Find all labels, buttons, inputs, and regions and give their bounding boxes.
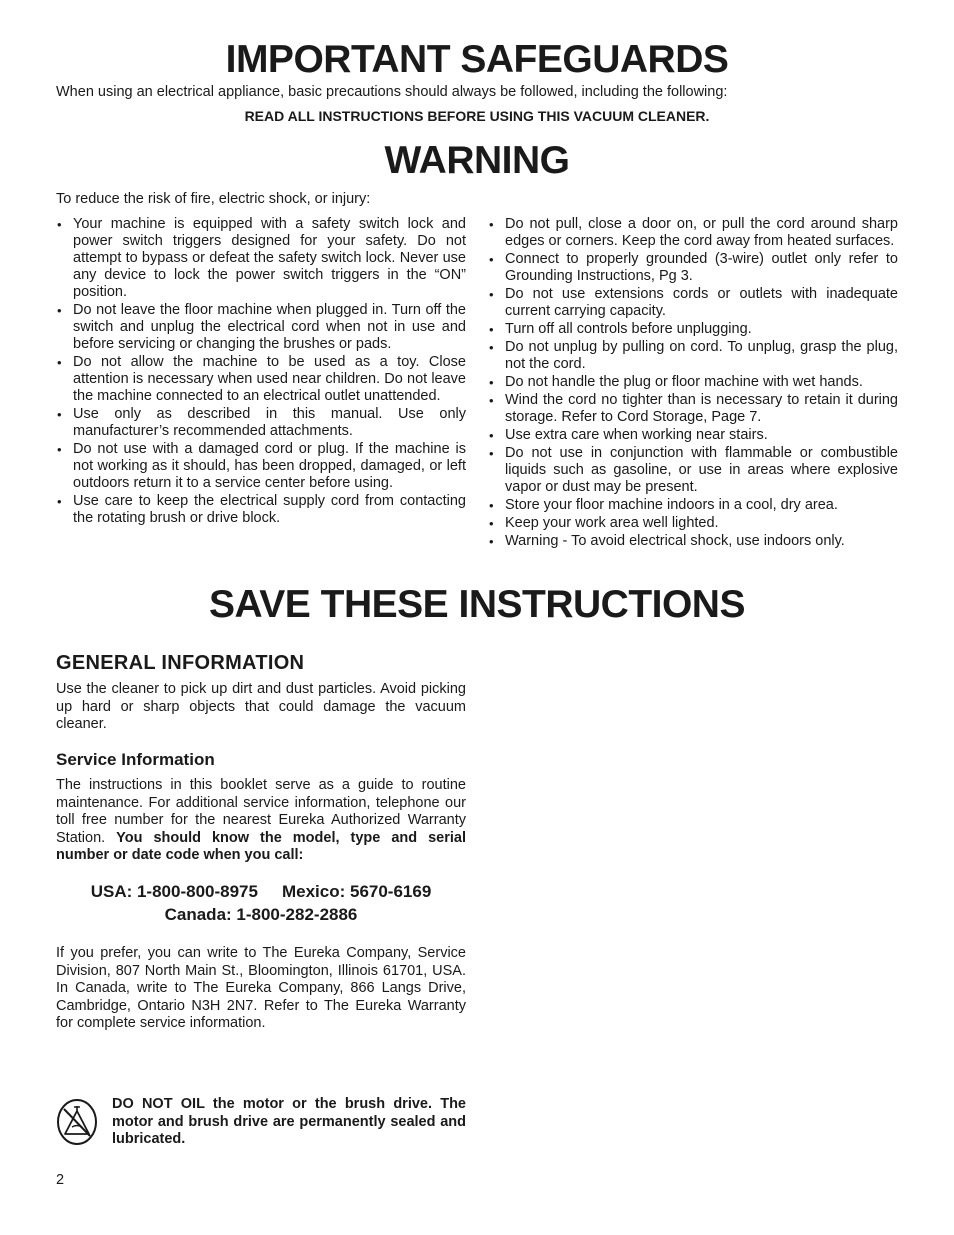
warning-intro: To reduce the risk of fire, electric shock, or injury: xyxy=(56,191,371,207)
service-information-body xyxy=(56,777,466,865)
no-oil-icon xyxy=(56,1098,98,1146)
phone-numbers xyxy=(56,880,466,926)
title-save-instructions: SAVE THESE INSTRUCTIONS xyxy=(208,583,745,626)
phone-canada: Canada: 1-800-282-2886 xyxy=(164,905,358,924)
list-item: • Wind the cord no tighter than is necessary to retain it during storage. Refer to Cord Storage, Page 7. xyxy=(488,392,898,426)
list-item: • Warning - To avoid electrical shock, use indoors only. xyxy=(488,533,898,550)
list-item: • Connect to properly grounded (3-wire) outlet only refer to Grounding Instructions, Pg 3. xyxy=(488,251,898,285)
warning-list-left xyxy=(56,216,466,528)
general-information-heading: GENERAL INFORMATION xyxy=(56,652,305,674)
title-important-safeguards: IMPORTANT SAFEGUARDS xyxy=(225,38,729,81)
do-not-oil-notice: DO NOT OIL the motor or the brush drive. The motor and brush drive are permanently sealed and lubricated. xyxy=(112,1096,466,1147)
service-body-text: The instructions in this booklet serve as a guide to routine maintenance. For additional service information, telephone our toll free number for the nearest Eureka Authorized Warranty Station. xyxy=(56,777,466,846)
mail-address-info: If you prefer, you can write to The Eureka Company, Service Division, 807 North Main St., Bloomington, Illinois 61701, USA. In Canada, write to The Eureka Company, 866 Langs Drive, Cambridge, Ontario N3H 2N7. Refer to The Eureka Warranty for complete service information. xyxy=(56,945,466,1031)
list-item: • Store your floor machine indoors in a cool, dry area. xyxy=(488,497,898,514)
list-item: • Use only as described in this manual. Use only manufacturer’s recommended attachments. xyxy=(56,406,466,440)
list-item: • Do not leave the floor machine when plugged in. Turn off the switch and unplug the electrical cord when not in use and before servicing or changing the brushes or pads. xyxy=(56,302,466,353)
list-item: • Use extra care when working near stairs. xyxy=(488,427,898,444)
list-item: • Do not allow the machine to be used as a toy. Close attention is necessary when used near children. Do not leave the machine connected to an electrical outlet unattended. xyxy=(56,354,466,405)
page-number: 2 xyxy=(56,1172,65,1188)
general-information-body: Use the cleaner to pick up dirt and dust particles. Avoid picking up hard or sharp objects that could damage the vacuum cleaner. xyxy=(56,681,466,732)
list-item: • Turn off all controls before unplugging. xyxy=(488,321,898,338)
precautions-intro: When using an electrical appliance, basic precautions should always be followed, including the following: xyxy=(56,84,728,100)
phone-mexico: Mexico: 5670-6169 xyxy=(281,882,432,901)
warning-list-right xyxy=(488,216,898,551)
read-all-instructions: READ ALL INSTRUCTIONS BEFORE USING THIS VACUUM CLEANER. xyxy=(244,108,710,124)
phone-usa: USA: 1-800-800-8975 xyxy=(90,882,258,901)
list-item: • Do not use extensions cords or outlets with inadequate current carrying capacity. xyxy=(488,286,898,320)
title-warning: WARNING xyxy=(384,139,570,182)
list-item: • Do not use in conjunction with flammable or combustible liquids such as gasoline, or use in areas where explosive vapor or dust may be present. xyxy=(488,445,898,496)
list-item: • Do not unplug by pulling on cord. To unplug, grasp the plug, not the cord. xyxy=(488,339,898,373)
list-item: • Your machine is equipped with a safety switch lock and power switch triggers designed for your safety. Do not attempt to bypass or defeat the safety switch lock. Never use any device to lock the power switch triggers in the “ON” position. xyxy=(56,216,466,301)
list-item: • Do not use with a damaged cord or plug. If the machine is not working as it should, has been dropped, damaged, or left outdoors return it to a service center before using. xyxy=(56,441,466,492)
list-item: • Keep your work area well lighted. xyxy=(488,515,898,532)
service-information-heading: Service Information xyxy=(56,750,215,769)
list-item: • Do not handle the plug or floor machine with wet hands. xyxy=(488,374,898,391)
list-item: • Use care to keep the electrical supply cord from contacting the rotating brush or drive block. xyxy=(56,493,466,527)
service-body-bold: You should know the model, type and serial number or date code when you call: xyxy=(56,829,466,863)
list-item: • Do not pull, close a door on, or pull the cord around sharp edges or corners. Keep the cord away from heated surfaces. xyxy=(488,216,898,250)
